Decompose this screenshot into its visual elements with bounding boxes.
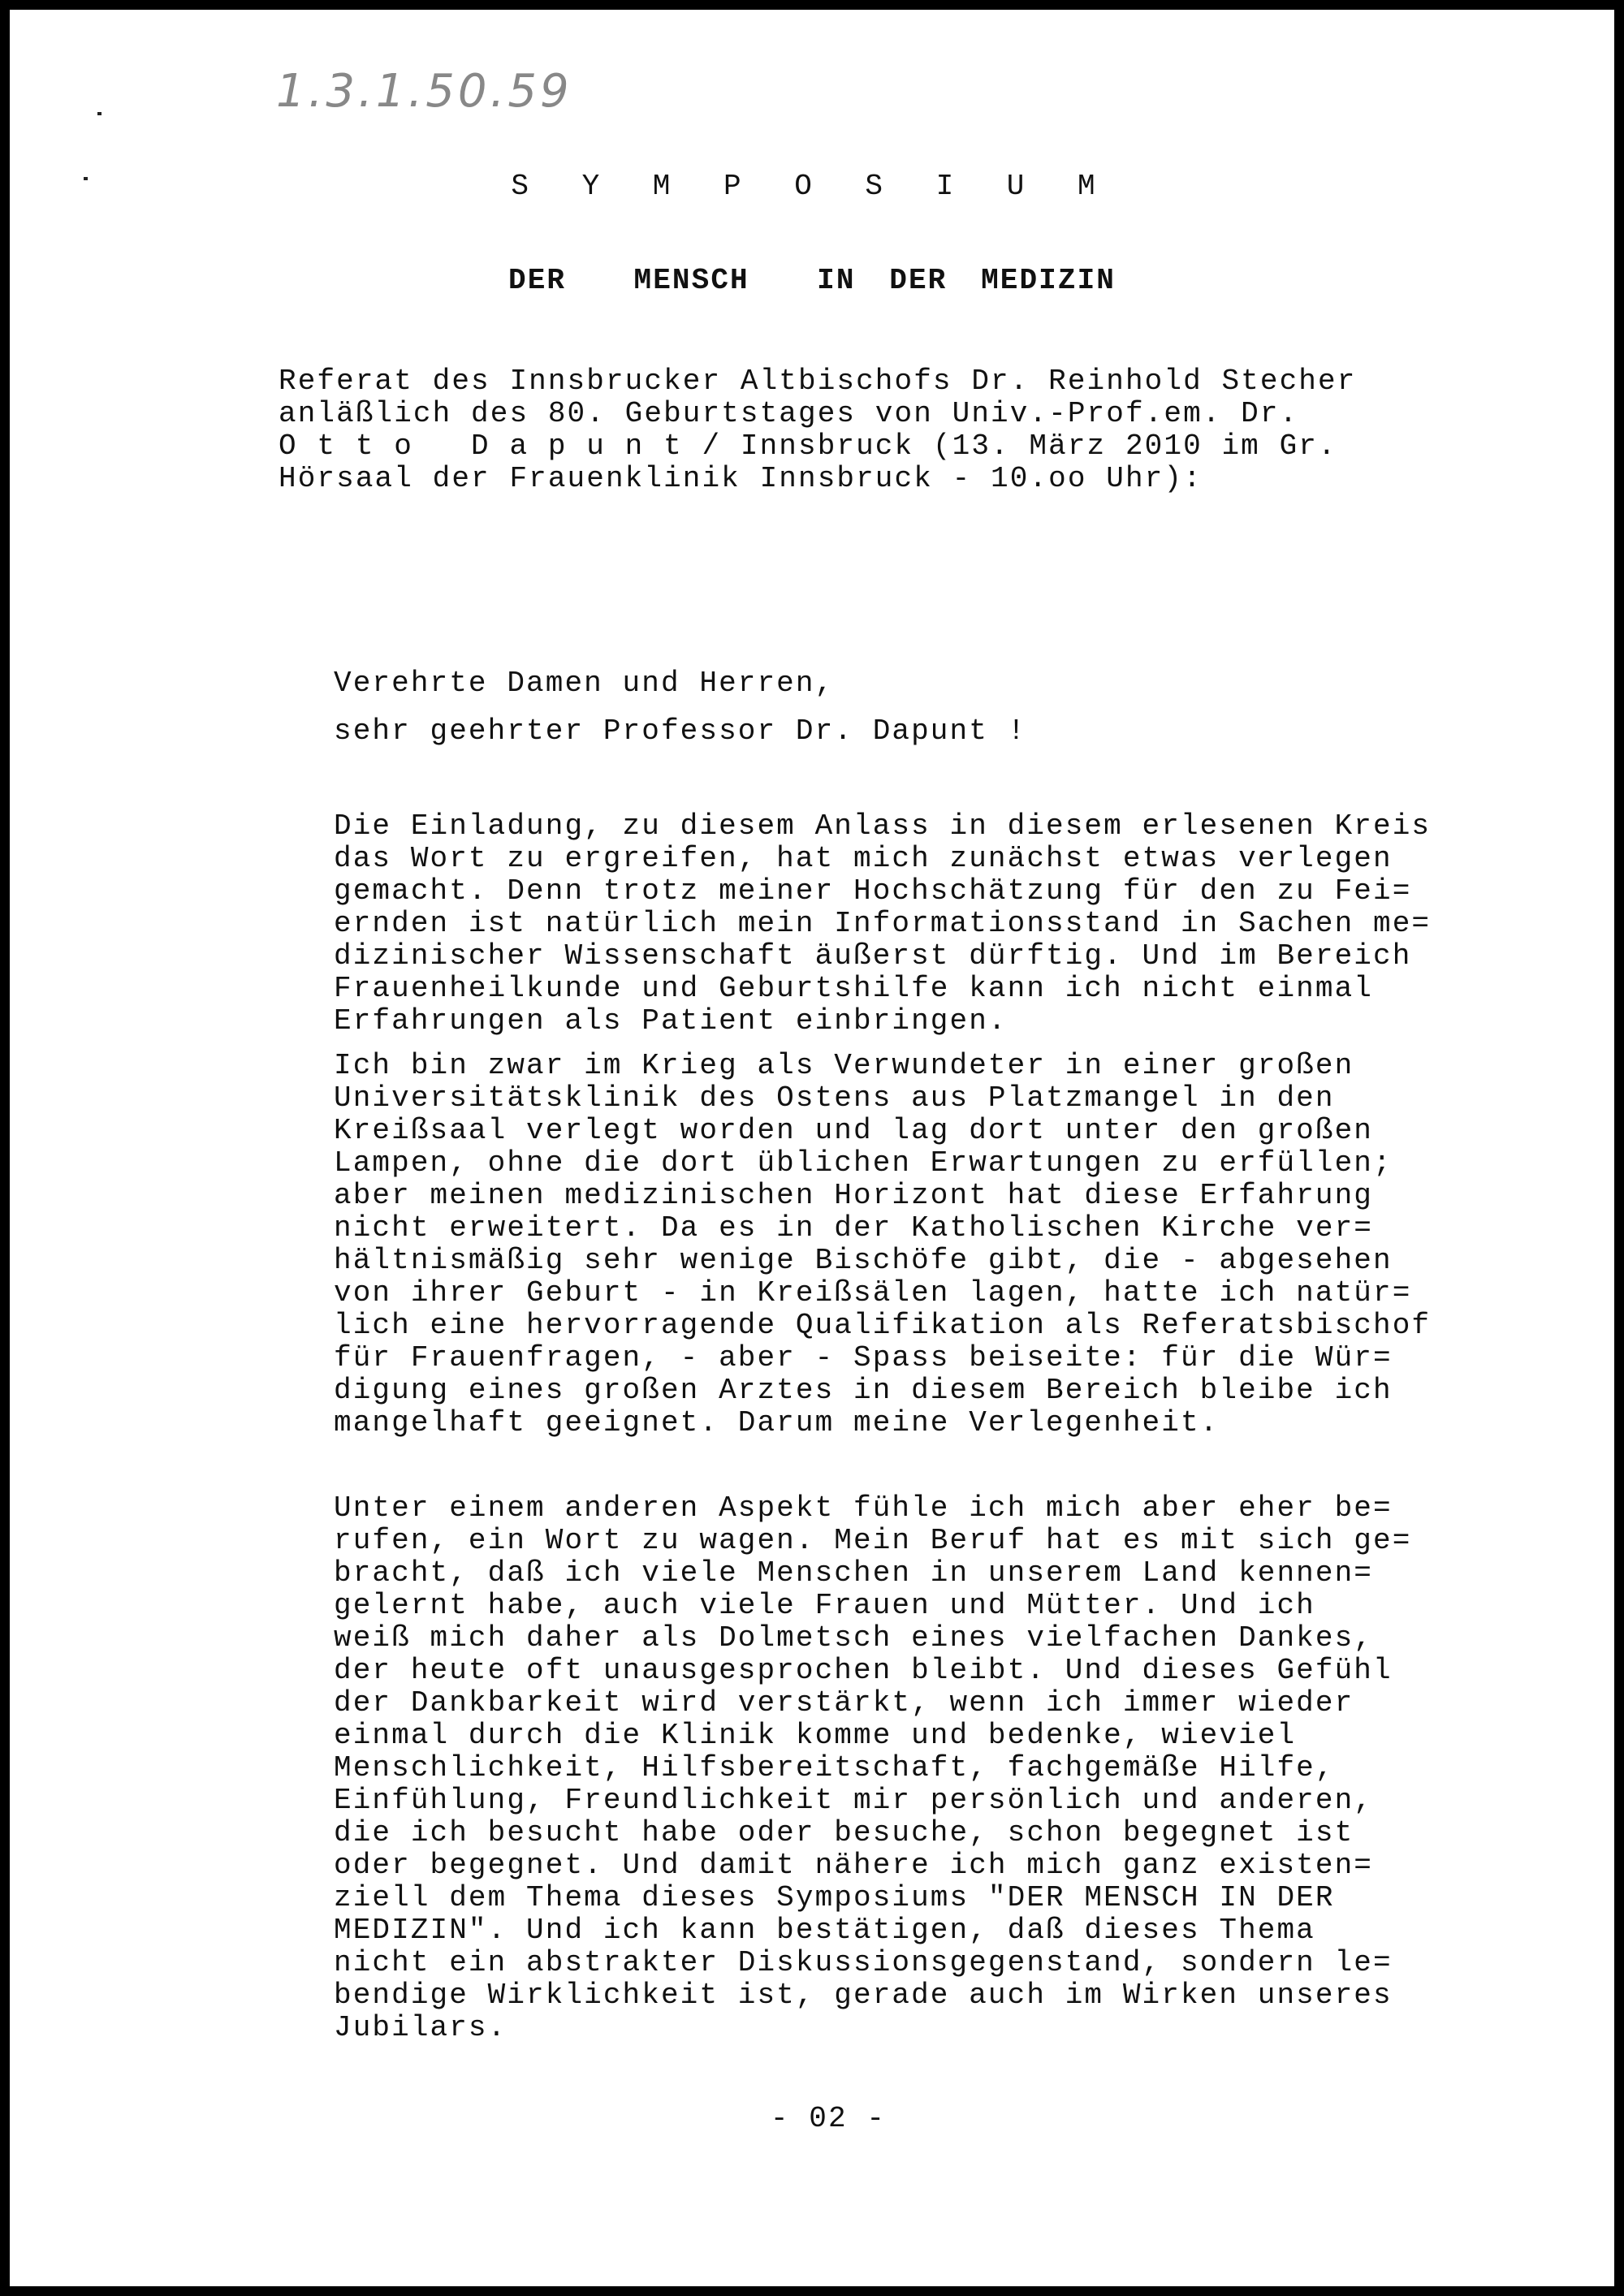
text-line: Lampen, ohne die dort üblichen Erwartungen zu erfüllen; (334, 1146, 1393, 1180)
text-line: Frauenheilkunde und Geburtshilfe kann ich nicht einmal (334, 972, 1373, 1005)
text-line: Einfühlung, Freundlichkeit mir persönlich und anderen, (334, 1784, 1373, 1817)
text-line: Hörsaal der Frauenklinik Innsbruck - 10.oo Uhr): (279, 462, 1203, 495)
paragraph-2 (334, 1050, 1431, 1439)
handwritten-archive-number: 1.3.1.50.59 (276, 65, 572, 118)
document-subtitle: DER MENSCH IN DER MEDIZIN (508, 264, 1116, 297)
page-number: - 02 - (770, 2102, 887, 2135)
text-line: Ich bin zwar im Krieg als Verwundeter in einer großen (334, 1049, 1354, 1082)
text-line: dizinischer Wissenschaft äußerst dürftig. Und im Bereich (334, 939, 1412, 973)
text-line: Menschlichkeit, Hilfsbereitschaft, fachgemäße Hilfe, (334, 1751, 1335, 1785)
text-line: die ich besucht habe oder besuche, schon begegnet ist (334, 1816, 1354, 1849)
text-line: gelernt habe, auch viele Frauen und Mütter. Und ich (334, 1589, 1315, 1622)
text-line: Verehrte Damen und Herren, (334, 667, 835, 700)
text-line: lich eine hervorragende Qualifikation als Referatsbischof (334, 1309, 1432, 1342)
text-line: das Wort zu ergreifen, hat mich zunächst etwas verlegen (334, 842, 1393, 875)
text-line: Universitätsklinik des Ostens aus Platzmangel in den (334, 1081, 1335, 1115)
text-line: aber meinen medizinischen Horizont hat diese Erfahrung (334, 1179, 1373, 1212)
text-line: ziell dem Thema dieses Symposiums "DER MENSCH IN DER (334, 1881, 1335, 1914)
text-line: Jubilars. (334, 2011, 508, 2044)
text-line: nicht ein abstrakter Diskussionsgegenstand, sondern le= (334, 1946, 1393, 1979)
paragraph-3 (334, 1492, 1411, 2044)
text-line: anläßlich des 80. Geburtstages von Univ.-Prof.em. Dr. (279, 397, 1299, 430)
text-line: hältnismäßig sehr wenige Bischöfe gibt, die - abgesehen (334, 1244, 1393, 1277)
text-line: O t t o D a p u n t / Innsbruck (13. März 2010 im Gr. (279, 429, 1337, 463)
text-line: MEDIZIN". Und ich kann bestätigen, daß dieses Thema (334, 1914, 1315, 1947)
text-line: nicht erweitert. Da es in der Katholischen Kirche ver= (334, 1211, 1373, 1245)
title-text: S Y M P O S I U M (511, 170, 1113, 203)
text-line: weiß mich daher als Dolmetsch eines vielfachen Dankes, (334, 1621, 1373, 1655)
text-line: für Frauenfragen, - aber - Spass beiseite: für die Wür= (334, 1341, 1393, 1375)
salutation-block (334, 659, 1026, 755)
text-line: Erfahrungen als Patient einbringen. (334, 1004, 1008, 1038)
text-line: ernden ist natürlich mein Informationsstand in Sachen me= (334, 907, 1432, 940)
text-line: Kreißsaal verlegt worden und lag dort unter den großen (334, 1114, 1373, 1147)
text-line: sehr geehrter Professor Dr. Dapunt ! (334, 714, 1027, 748)
text-line: von ihrer Geburt - in Kreißsälen lagen, hatte ich natür= (334, 1276, 1412, 1310)
text-line: bracht, daß ich viele Menschen in unserem Land kennen= (334, 1556, 1373, 1590)
text-line: digung eines großen Arztes in diesem Bereich bleibe ich (334, 1374, 1393, 1407)
text-line: gemacht. Denn trotz meiner Hochschätzung für den zu Fei= (334, 874, 1412, 908)
text-line: der Dankbarkeit wird verstärkt, wenn ich immer wieder (334, 1686, 1354, 1720)
paragraph-1 (334, 810, 1431, 1038)
text-line: einmal durch die Klinik komme und bedenke, wieviel (334, 1719, 1297, 1752)
text-line: Unter einem anderen Aspekt fühle ich mich aber eher be= (334, 1491, 1393, 1525)
text-line: bendige Wirklichkeit ist, gerade auch im Wirken unseres (334, 1979, 1393, 2012)
text-line: Referat des Innsbrucker Altbischofs Dr. Reinhold Stecher (279, 365, 1357, 398)
document-title (0, 170, 1624, 203)
text-line: Die Einladung, zu diesem Anlass in diesem erlesenen Kreis (334, 809, 1432, 843)
text-line: mangelhaft geeignet. Darum meine Verlegenheit. (334, 1406, 1220, 1439)
text-line: oder begegnet. Und damit nähere ich mich ganz existen= (334, 1849, 1373, 1882)
intro-block (279, 365, 1356, 495)
text-line: rufen, ein Wort zu wagen. Mein Beruf hat es mit sich ge= (334, 1524, 1412, 1557)
text-line: der heute oft unausgesprochen bleibt. Und dieses Gefühl (334, 1654, 1393, 1687)
scan-speck (97, 112, 102, 115)
